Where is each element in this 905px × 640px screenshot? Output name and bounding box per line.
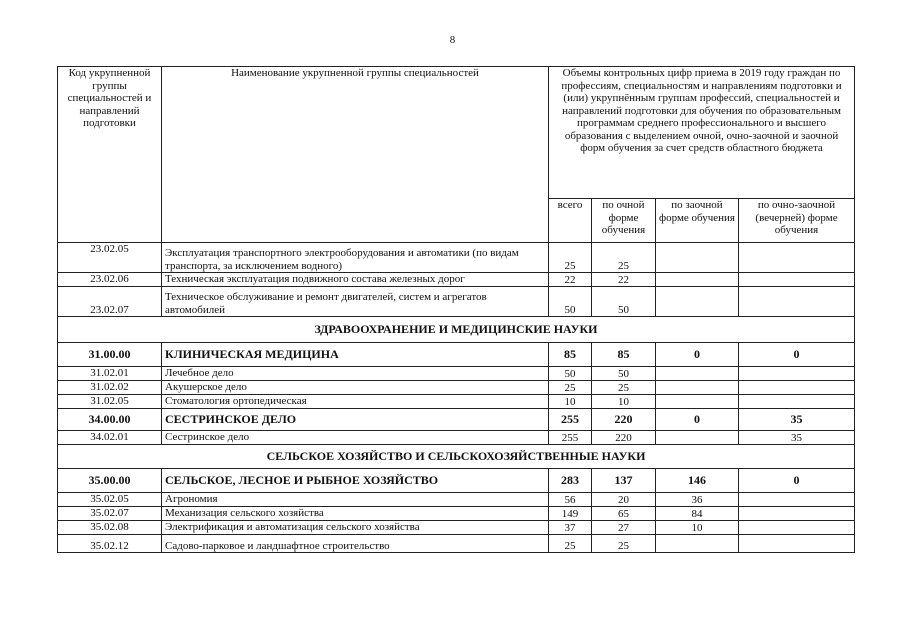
code-cell: 31.02.01 xyxy=(58,367,162,381)
page-number: 8 xyxy=(449,34,456,46)
total-cell: 283 xyxy=(549,469,592,493)
part-time-cell: 0 xyxy=(739,343,855,367)
full-time-cell: 27 xyxy=(592,521,656,535)
part-time-cell xyxy=(739,493,855,507)
table-row xyxy=(58,493,855,507)
part-time-cell xyxy=(739,521,855,535)
code-cell: 35.02.05 xyxy=(58,493,162,507)
name-cell: Механизация сельского хозяйства xyxy=(162,507,549,521)
code-cell: 35.00.00 xyxy=(58,469,162,493)
correspondence-cell: 0 xyxy=(656,343,739,367)
full-time-cell: 22 xyxy=(592,273,656,287)
correspondence-cell xyxy=(656,395,739,409)
table-row xyxy=(58,381,855,395)
code-cell: 23.02.06 xyxy=(58,273,162,287)
correspondence-cell: 10 xyxy=(656,521,739,535)
correspondence-cell xyxy=(656,287,739,317)
name-cell: Техническое обслуживание и ремонт двигателей, систем и агрегатов автомобилей xyxy=(162,287,549,317)
correspondence-cell xyxy=(656,243,739,273)
name-cell: СЕСТРИНСКОЕ ДЕЛО xyxy=(162,409,549,431)
full-time-cell: 25 xyxy=(592,381,656,395)
code-cell: 31.02.05 xyxy=(58,395,162,409)
code-cell: 35.02.07 xyxy=(58,507,162,521)
correspondence-cell: 0 xyxy=(656,409,739,431)
table-row xyxy=(58,535,855,553)
full-time-cell: 25 xyxy=(592,535,656,553)
header-full-time: по очной форме обучения xyxy=(592,199,656,243)
correspondence-cell: 36 xyxy=(656,493,739,507)
code-cell: 35.02.08 xyxy=(58,521,162,535)
name-cell: Сестринское дело xyxy=(162,431,549,445)
section-row xyxy=(58,317,855,343)
full-time-cell: 50 xyxy=(592,287,656,317)
group-row xyxy=(58,343,855,367)
part-time-cell: 35 xyxy=(739,409,855,431)
part-time-cell xyxy=(739,395,855,409)
table-row xyxy=(58,431,855,445)
group-row xyxy=(58,409,855,431)
correspondence-cell xyxy=(656,367,739,381)
part-time-cell xyxy=(739,381,855,395)
name-cell: Электрификация и автоматизация сельского хозяйства xyxy=(162,521,549,535)
part-time-cell: 0 xyxy=(739,469,855,493)
code-cell: 31.00.00 xyxy=(58,343,162,367)
total-cell: 10 xyxy=(549,395,592,409)
full-time-cell: 220 xyxy=(592,409,656,431)
correspondence-cell: 146 xyxy=(656,469,739,493)
section-row xyxy=(58,445,855,469)
table-row xyxy=(58,273,855,287)
full-time-cell: 137 xyxy=(592,469,656,493)
name-cell: Акушерское дело xyxy=(162,381,549,395)
total-cell: 255 xyxy=(549,431,592,445)
correspondence-cell xyxy=(656,273,739,287)
total-cell: 149 xyxy=(549,507,592,521)
total-cell: 25 xyxy=(549,243,592,273)
total-cell: 25 xyxy=(549,535,592,553)
table-row xyxy=(58,243,855,273)
header-name: Наименование укрупненной группы специальностей xyxy=(162,67,549,243)
code-cell: 31.02.02 xyxy=(58,381,162,395)
header-volumes: Объемы контрольных цифр приема в 2019 году граждан по профессиям, специальностям и направлениям подготовки и (или) укрупнённым группам профессий, специальностей и направлений подготовки для обучения по образовательным программам среднего профессионального и высшего образования с выделением очной, очно-заочной и заочной форм обучения за счет средств областного бюджета xyxy=(549,67,855,199)
total-cell: 25 xyxy=(549,381,592,395)
table-row xyxy=(58,521,855,535)
full-time-cell: 25 xyxy=(592,243,656,273)
code-cell: 34.02.01 xyxy=(58,431,162,445)
correspondence-cell: 84 xyxy=(656,507,739,521)
group-row xyxy=(58,469,855,493)
part-time-cell xyxy=(739,287,855,317)
full-time-cell: 10 xyxy=(592,395,656,409)
part-time-cell xyxy=(739,273,855,287)
header-code: Код укрупненной группы специальностей и направлений подготовки xyxy=(58,67,162,243)
full-time-cell: 220 xyxy=(592,431,656,445)
part-time-cell xyxy=(739,367,855,381)
code-cell: 35.02.12 xyxy=(58,535,162,553)
full-time-cell: 50 xyxy=(592,367,656,381)
table-body xyxy=(58,67,855,553)
header-correspondence: по заочной форме обучения xyxy=(656,199,739,243)
name-cell: СЕЛЬСКОЕ, ЛЕСНОЕ И РЫБНОЕ ХОЗЯЙСТВО xyxy=(162,469,549,493)
table-row xyxy=(58,395,855,409)
name-cell: КЛИНИЧЕСКАЯ МЕДИЦИНА xyxy=(162,343,549,367)
name-cell: Лечебное дело xyxy=(162,367,549,381)
total-cell: 50 xyxy=(549,287,592,317)
correspondence-cell xyxy=(656,381,739,395)
name-cell: Техническая эксплуатация подвижного состава железных дорог xyxy=(162,273,549,287)
total-cell: 255 xyxy=(549,409,592,431)
name-cell: Садово-парковое и ландшафтное строительство xyxy=(162,535,549,553)
section-title: СЕЛЬСКОЕ ХОЗЯЙСТВО И СЕЛЬСКОХОЗЯЙСТВЕННЫЕ НАУКИ xyxy=(58,445,855,469)
correspondence-cell xyxy=(656,535,739,553)
table-row xyxy=(58,287,855,317)
name-cell: Эксплуатация транспортного электрооборудования и автоматики (по видам транспорта, за исключением водного) xyxy=(162,243,549,273)
admission-table xyxy=(57,66,855,553)
full-time-cell: 20 xyxy=(592,493,656,507)
part-time-cell xyxy=(739,507,855,521)
table-row xyxy=(58,507,855,521)
code-cell: 34.00.00 xyxy=(58,409,162,431)
part-time-cell: 35 xyxy=(739,431,855,445)
total-cell: 22 xyxy=(549,273,592,287)
total-cell: 50 xyxy=(549,367,592,381)
header-total: всего xyxy=(549,199,592,243)
header-row xyxy=(58,67,855,199)
name-cell: Стоматология ортопедическая xyxy=(162,395,549,409)
total-cell: 56 xyxy=(549,493,592,507)
full-time-cell: 85 xyxy=(592,343,656,367)
total-cell: 37 xyxy=(549,521,592,535)
header-part-time: по очно-заочной (вечерней) форме обучения xyxy=(739,199,855,243)
table-row xyxy=(58,367,855,381)
code-cell: 23.02.07 xyxy=(58,287,162,317)
part-time-cell xyxy=(739,535,855,553)
full-time-cell: 65 xyxy=(592,507,656,521)
total-cell: 85 xyxy=(549,343,592,367)
part-time-cell xyxy=(739,243,855,273)
correspondence-cell xyxy=(656,431,739,445)
code-cell: 23.02.05 xyxy=(58,243,162,273)
name-cell: Агрономия xyxy=(162,493,549,507)
section-title: ЗДРАВООХРАНЕНИЕ И МЕДИЦИНСКИЕ НАУКИ xyxy=(58,317,855,343)
